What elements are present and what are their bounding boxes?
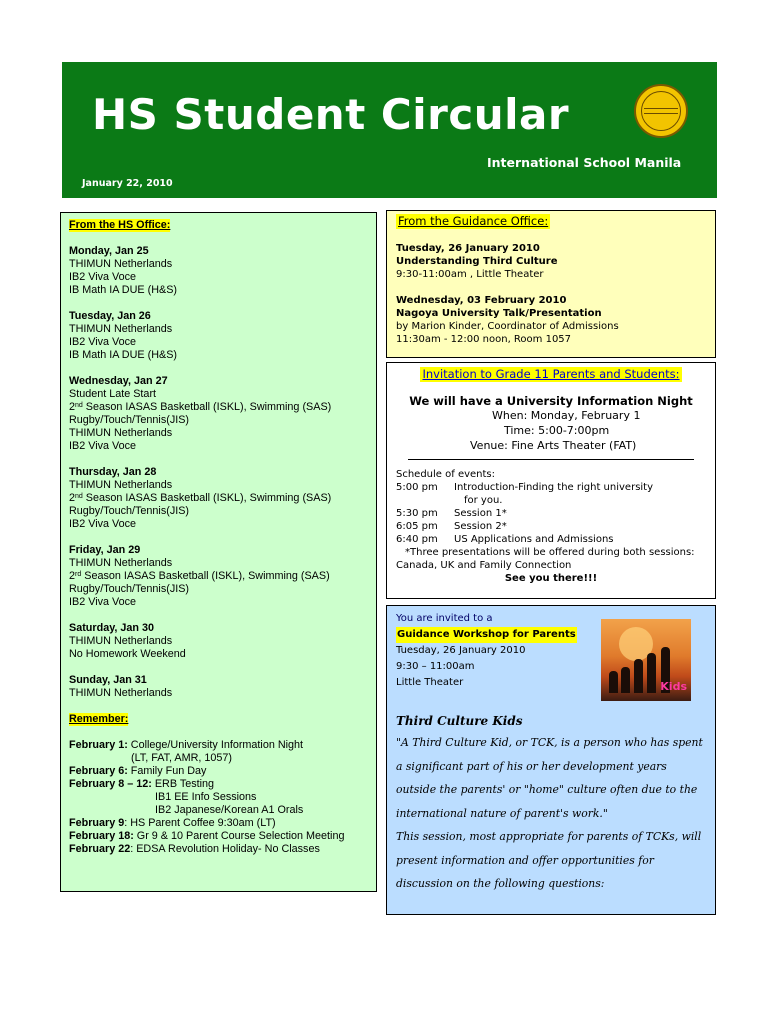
remember-text: ERB Testing xyxy=(151,778,215,790)
schedule-desc: Session 2* xyxy=(454,521,507,532)
day-block xyxy=(69,375,368,453)
schedule-row xyxy=(396,494,706,507)
schedule-list xyxy=(396,481,706,546)
schedule-time: 5:30 pm xyxy=(396,508,438,519)
day-block xyxy=(69,310,368,362)
season-suffix: rd xyxy=(75,571,82,578)
schedule-desc: US Applications and Admissions xyxy=(454,534,614,545)
remember-label: February 22 xyxy=(69,843,131,855)
remember-item xyxy=(69,843,368,856)
schedule-time: 6:40 pm xyxy=(396,534,438,545)
invitation-headline: We will have a University Information Night xyxy=(409,394,693,408)
remember-cont: (LT, FAT, AMR, 1057) xyxy=(131,752,233,764)
invitation-closing: See you there!!! xyxy=(504,573,598,584)
page-title: HS Student Circular xyxy=(92,90,570,139)
remember-text: : EDSA Revolution Holiday- No Classes xyxy=(130,843,320,855)
day-block xyxy=(69,245,368,297)
guidance-office-box xyxy=(386,210,716,358)
child-silhouette xyxy=(634,659,643,693)
schedule-time: 6:05 pm xyxy=(396,521,438,532)
day-title: Thursday, Jan 28 xyxy=(69,466,157,478)
remember-text: College/University Information Night xyxy=(127,739,304,751)
remember-text: Gr 9 & 10 Parent Course Selection Meeting xyxy=(133,830,345,842)
photo-caption: Kids xyxy=(660,680,687,693)
remember-item xyxy=(69,817,368,830)
remember-heading: Remember: xyxy=(69,713,129,725)
guidance-event2-by: by Marion Kinder, Coordinator of Admissions xyxy=(396,321,619,332)
schedule-time xyxy=(396,494,454,507)
remember-item xyxy=(69,778,368,791)
remember-item xyxy=(69,830,368,843)
season-text: Season IASAS Basketball (ISKL), Swimming (SAS) xyxy=(81,570,330,582)
day-item: THIMUN Netherlands xyxy=(69,479,173,491)
invitation-box xyxy=(386,362,716,599)
school-seal-icon xyxy=(634,84,688,138)
remember-text: : HS Parent Coffee 9:30am (LT) xyxy=(124,817,276,829)
schedule-note: *Three presentations will be offered during both sessions: xyxy=(405,547,695,558)
guidance-event2-title: Nagoya University Talk/Presentation xyxy=(396,308,602,319)
day-item: THIMUN Netherlands xyxy=(69,323,173,335)
remember-label: February 9 xyxy=(69,817,125,829)
workshop-invited: You are invited to a xyxy=(396,613,493,624)
workshop-box xyxy=(386,605,716,915)
third-culture-kids-photo xyxy=(601,619,691,701)
remember-label: February 1: xyxy=(69,739,128,751)
schedule-row xyxy=(396,533,706,546)
remember-list xyxy=(69,739,368,856)
season-number: 2 xyxy=(69,492,76,504)
day-item: IB2 Viva Voce xyxy=(69,440,137,452)
day-item: Rugby/Touch/Tennis(JIS) xyxy=(69,414,190,426)
day-item: IB Math IA DUE (H&S) xyxy=(69,349,177,361)
tck-text xyxy=(396,731,706,896)
invitation-venue: Venue: Fine Arts Theater (FAT) xyxy=(470,439,637,452)
divider xyxy=(408,459,694,460)
day-item: Rugby/Touch/Tennis(JIS) xyxy=(69,583,190,595)
day-item: No Homework Weekend xyxy=(69,648,186,660)
workshop-date: Tuesday, 26 January 2010 xyxy=(396,645,526,656)
guidance-event1-date: Tuesday, 26 January 2010 xyxy=(396,243,540,254)
day-item: THIMUN Netherlands xyxy=(69,687,173,699)
schedule-label: Schedule of events: xyxy=(396,469,496,480)
schedule-note2: Canada, UK and Family Connection xyxy=(396,560,572,571)
invitation-time: Time: 5:00-7:00pm xyxy=(504,424,610,437)
guidance-event1-title: Understanding Third Culture xyxy=(396,256,558,267)
day-item: IB Math IA DUE (H&S) xyxy=(69,284,177,296)
day-item: IB2 Viva Voce xyxy=(69,518,137,530)
schedule-desc: Session 1* xyxy=(454,508,507,519)
tck-paragraph: This session, most appropriate for parents of TCKs, will present information and offer opportunities for discussion on the following questions: xyxy=(396,830,702,890)
schedule-row xyxy=(396,481,706,494)
workshop-title: Guidance Workshop for Parents xyxy=(396,627,577,643)
remember-label: February 8 – 12: xyxy=(69,778,152,790)
day-item: IB2 Viva Voce xyxy=(69,336,137,348)
remember-text: Family Fun Day xyxy=(127,765,207,777)
day-block xyxy=(69,466,368,531)
day-item: Rugby/Touch/Tennis(JIS) xyxy=(69,505,190,517)
day-list xyxy=(69,245,368,700)
day-item: THIMUN Netherlands xyxy=(69,427,173,439)
guidance-event2-detail: 11:30am - 12:00 noon, Room 1057 xyxy=(396,334,572,345)
tck-title: Third Culture Kids xyxy=(396,714,523,728)
day-item: THIMUN Netherlands xyxy=(69,557,173,569)
remember-cont: IB1 EE Info Sessions xyxy=(155,791,257,803)
remember-cont: IB2 Japanese/Korean A1 Orals xyxy=(155,804,304,816)
day-title: Saturday, Jan 30 xyxy=(69,622,155,634)
day-block xyxy=(69,544,368,609)
season-suffix: nd xyxy=(75,493,83,500)
schedule-desc: for you. xyxy=(464,495,503,506)
schedule-row xyxy=(396,507,706,520)
remember-item xyxy=(69,765,368,778)
invitation-when: When: Monday, February 1 xyxy=(492,409,641,422)
remember-label: February 18: xyxy=(69,830,134,842)
guidance-event1-detail: 9:30-11:00am , Little Theater xyxy=(396,269,544,280)
guidance-event2-date: Wednesday, 03 February 2010 xyxy=(396,295,567,306)
header-banner xyxy=(62,62,717,198)
hs-office-box xyxy=(60,212,377,892)
circular-date: January 22, 2010 xyxy=(82,178,173,189)
season-suffix: nd xyxy=(75,402,83,409)
season-text: Season IASAS Basketball (ISKL), Swimming (SAS) xyxy=(82,492,332,504)
day-item: THIMUN Netherlands xyxy=(69,258,173,270)
day-item: IB2 Viva Voce xyxy=(69,596,137,608)
day-title: Sunday, Jan 31 xyxy=(69,674,147,686)
day-item: IB2 Viva Voce xyxy=(69,271,137,283)
child-silhouette xyxy=(621,667,630,693)
child-silhouette xyxy=(609,671,618,693)
guidance-heading: From the Guidance Office: xyxy=(398,214,549,228)
season-number: 2 xyxy=(69,570,76,582)
season-number: 2 xyxy=(69,401,76,413)
school-name: International School Manila xyxy=(487,155,682,170)
workshop-time: 9:30 – 11:00am xyxy=(396,661,475,672)
seal-band xyxy=(644,108,678,114)
day-block xyxy=(69,622,368,661)
invitation-heading: Invitation to Grade 11 Parents and Students: xyxy=(422,367,680,381)
tck-paragraph: "A Third Culture Kid, or TCK, is a person who has spent a significant part of his or her development years outside the parents' or "home" culture often due to the international nature of parent's work." xyxy=(396,736,703,820)
day-item: Student Late Start xyxy=(69,388,157,400)
workshop-place: Little Theater xyxy=(396,677,464,688)
remember-item xyxy=(69,739,368,752)
day-title: Wednesday, Jan 27 xyxy=(69,375,168,387)
day-item-season xyxy=(69,492,368,505)
schedule-time: 5:00 pm xyxy=(396,482,438,493)
schedule-desc: Introduction-Finding the right university xyxy=(454,482,654,493)
day-item-season xyxy=(69,401,368,414)
day-title: Friday, Jan 29 xyxy=(69,544,141,556)
child-silhouette xyxy=(647,653,656,693)
hs-office-heading: From the HS Office: xyxy=(69,219,171,231)
schedule-row xyxy=(396,520,706,533)
day-block xyxy=(69,674,368,700)
day-item: THIMUN Netherlands xyxy=(69,635,173,647)
season-text: Season IASAS Basketball (ISKL), Swimming (SAS) xyxy=(82,401,332,413)
day-item-season xyxy=(69,570,368,583)
day-title: Tuesday, Jan 26 xyxy=(69,310,151,322)
remember-label: February 6: xyxy=(69,765,128,777)
day-title: Monday, Jan 25 xyxy=(69,245,149,257)
